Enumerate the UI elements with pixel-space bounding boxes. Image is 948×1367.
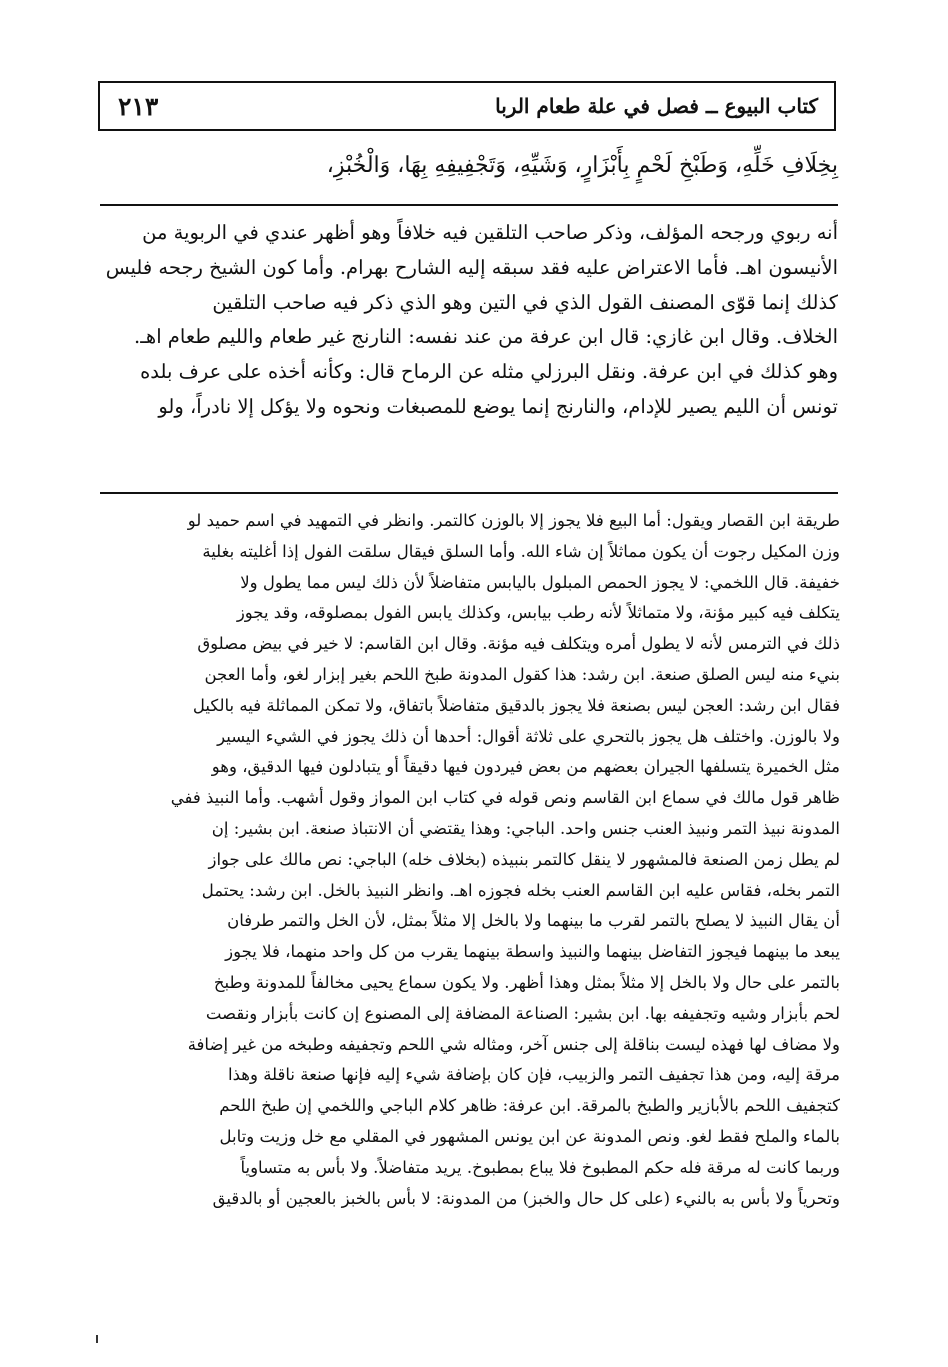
footnote-line: ولا بالوزن. واختلف هل يجوز بالتحري على ثلاثة أقوال: أحدها أن ذلك يجوز في الشيء اليسير <box>217 726 840 746</box>
margin-mark <box>96 1335 98 1343</box>
footnote-line: لم يطل زمن الصنعة فالمشهور لا ينقل كالتمر بنبيذه (بخلاف خله) الباجي: نص مالك على جواز <box>208 849 840 869</box>
commentary-line: كذلك إنما قوّى المصنف القول الذي في التين وهو الذي ذكر فيه صاحب التلقين <box>212 290 838 314</box>
commentary-line: الأنيسون اهـ. فأما الاعتراض عليه فقد سبقه إليه الشارح بهرام. وأما كون الشيخ رجحه فليس <box>105 255 838 279</box>
footnote-line: أن يقال النبيذ لا يصلح بالتمر لقرب ما بينهما ولا بالخل إلا مثلاً بمثل، لأن الخل والتمر طرفان <box>227 911 840 931</box>
footnote-line: وتحرياً ولا بأس به بالنيء (على كل حال والخبز) من المدونة: لا بأس بالخبز بالعجين أو بالدقيق <box>212 1188 840 1208</box>
footnote-line: ظاهر قول مالك في سماع ابن القاسم ونص قوله في كتاب ابن المواز وقول أشهب. وأما النبيذ ففي <box>170 788 840 808</box>
footnote-line: المدونة نبيذ التمر ونبيذ العنب جنس واحد. الباجي: وهذا يقتضي أن الانتباذ صنعة. ابن بشير: إن <box>211 818 840 838</box>
commentary-line: أنه ربوي ورجحه المؤلف، وذكر صاحب التلقين فيه خلافاً وهو أظهر عندي في الربوية من <box>142 221 838 244</box>
running-head: كتاب البيوع ــ فصل في علة طعام الربا <box>495 94 818 118</box>
footnote-line: مرقة إليه، ومن هذا تجفيف التمر والزبيب، فإن كان بإضافة شيء إليه فإنها صنعة ناقلة وهذا <box>228 1065 840 1085</box>
footnote-line: وزن المكيل رجوت أن يكون مماثلاً إن شاء الله. وأما السلق فيقال سلقت الفول إذا أغليته بغلية <box>202 541 840 561</box>
footnote-line: كتجفيف اللحم بالأبازير والطبخ بالمرقة. ابن عرفة: ظاهر كلام الباجي واللخمي إن طبخ اللحم <box>219 1096 840 1116</box>
commentary-block <box>100 216 838 425</box>
separator-rule <box>100 204 838 206</box>
footnote-line: لحم بأبزار وشيه وتجفيفه بها. ابن بشير: الصناعة المضافة إلى المصنوع إن كانت بأبزار ونقصت <box>205 1003 840 1023</box>
footnote-line: بالماء والملح فقط لغو. ونص المدونة عن ابن يونس المشهور في المقلي مع خل وزيت وتابل <box>219 1126 840 1146</box>
commentary-line: الخلاف. وقال ابن غازي: قال ابن عرفة من عند نفسه: النارنج غير طعام والليم طعام اهـ. <box>134 325 838 349</box>
footnote-line: مثل الخميرة يتسلفها الجيران بعضهم من بعض فيردون فيها دقيقاً أو يتبادلون فيها الدقيق، وهو <box>211 757 840 777</box>
footnote-line: يبعد ما بينهما فيجوز التفاضل بينهما والنبيذ واسطة بينهما يقرب من كل واحد منهما، فلا يجوز <box>225 942 840 962</box>
matn-verse: بِخِلَافِ خَلِّهِ، وَطَبْخِ لَحْمٍ بِأَبْزَارٍ، وَشَيِّهِ، وَتَجْفِيفِهِ بِهَا، وَالْخُبْزِ، <box>326 153 838 178</box>
footnote-line: ولا مضاف لها فهذه ليست بناقلة إلى جنس آخر، ومثاله شي اللحم وتجفيفه وطبخه من غير إضافة <box>187 1034 840 1054</box>
commentary-line: وهو كذلك في ابن عرفة. ونقل البرزلي مثله عن الرماح قال: وكأنه أخذه على عرف بلده <box>140 360 838 384</box>
footnotes-block <box>100 506 840 1214</box>
page-header <box>98 81 836 131</box>
footnote-line: التمر بخله، فقاس عليه ابن القاسم العنب بخله فجوزه اهـ. وانظر النبيذ بالخل. ابن رشد: يحتمل <box>201 880 840 900</box>
footnote-separator <box>100 492 838 494</box>
page-number: ٢١٣ <box>118 92 159 121</box>
footnote-line: طريقة ابن القصار ويقول: أما البيع فلا يجوز إلا بالوزن كالتمر. وانظر في التمهيد في اسم حميد لو <box>187 511 840 530</box>
footnote-line: بنيء منه ليس الصلق صنعة. ابن رشد: هذا كقول المدونة طبخ اللحم بغير إبزار لغو، وأما العجن <box>204 664 840 684</box>
footnote-line: يتكلف فيه كبير مؤنة، ولا متماثلاً لأنه رطب بيابس، وكذلك يابس الفول بمصلوقه، وقد يجوز <box>236 603 840 623</box>
commentary-line: تونس أن الليم يصير للإدام، والنارنج إنما يوضع للمصبغات ونحوه ولا يؤكل إلا نادراً، ولو <box>158 394 838 418</box>
footnote-line: وربما كانت له مرقة فله حكم المطبوخ فلا يباع بمطبوخ. يريد متفاضلاً. ولا بأس به متساوياً <box>240 1157 840 1177</box>
footnote-line: فقال ابن رشد: العجن ليس بصنعة فلا يجوز بالدقيق متفاضلاً باتفاق، ولا تمكن المماثلة فيه بالكيل <box>192 695 840 715</box>
footnote-line: بالتمر على حال ولا بالخل إلا مثلاً بمثل وهذا أظهر. ولا يكون سماع يحيى مخالفاً للمدونة وطبخ <box>213 972 840 992</box>
footnote-line: ذلك في الترمس لأنه لا يطول أمره ويتكلف فيه مؤنة. وقال ابن القاسم: لا خير في بيض مصلوق <box>197 634 840 654</box>
footnote-line: خفيفة. قال اللخمي: لا يجوز الحمص المبلول باليابس متفاضلاً لأن ذلك ليس مما يطول ولا <box>240 572 840 592</box>
